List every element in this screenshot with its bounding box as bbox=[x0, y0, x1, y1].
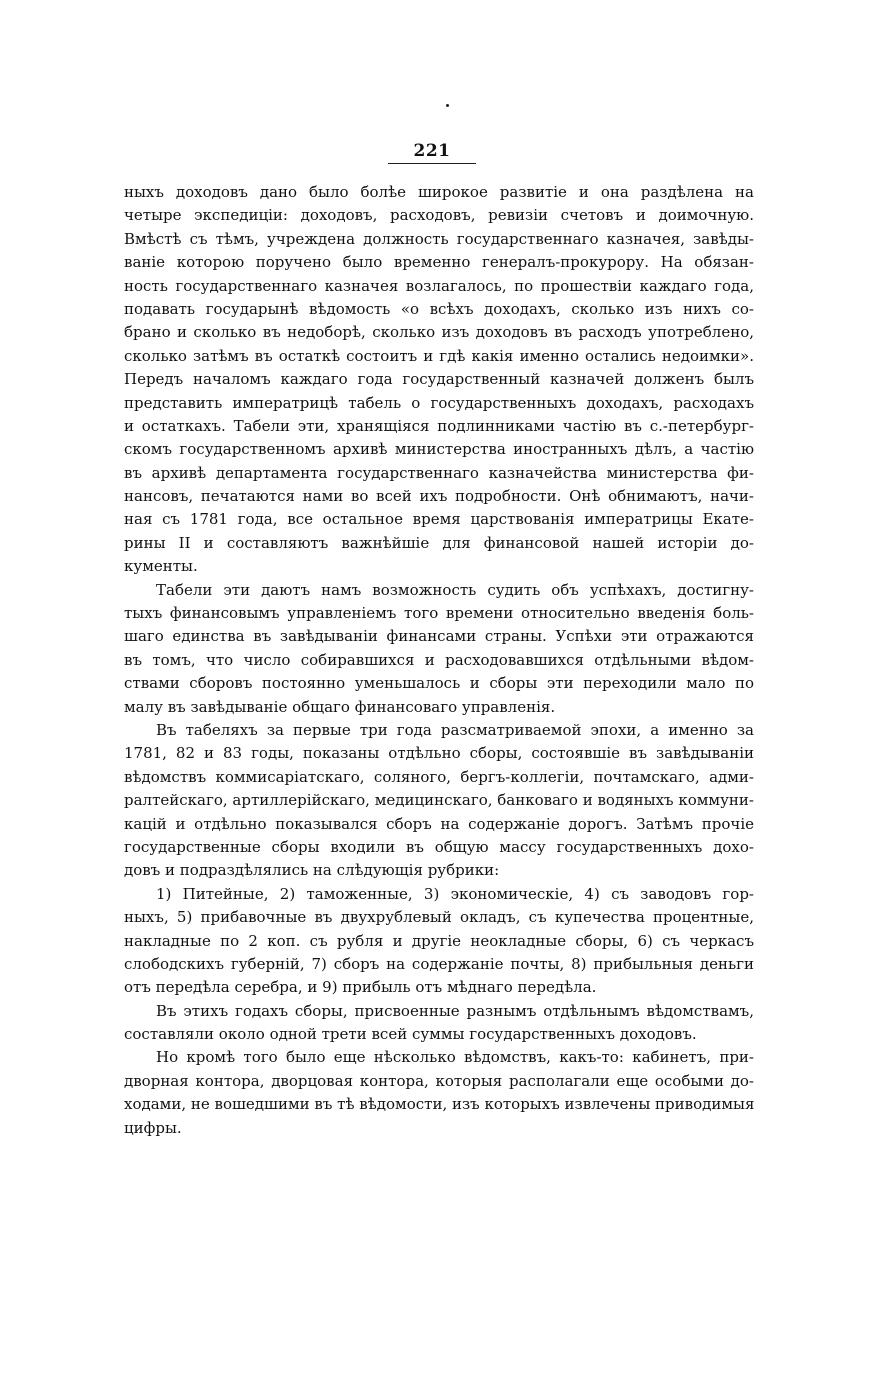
text-line: въ томъ, что число собиравшихся и расходовавшихся отдѣльными вѣдом- bbox=[124, 650, 754, 669]
text-line: составляли около одной трети всей суммы государственныхъ доходовъ. bbox=[124, 1025, 697, 1044]
text-line: 1) Питейные, 2) таможенные, 3) экономическіе, 4) съ заводовъ гор- bbox=[156, 884, 754, 903]
text-line: въ архивѣ департамента государственнаго казначейства министерства фи- bbox=[124, 463, 754, 482]
body-text bbox=[124, 181, 754, 1140]
text-line: четыре экспедиціи: доходовъ, расходовъ, ревизіи счетовъ и доимочную. bbox=[124, 206, 754, 225]
text-line: 1781, 82 и 83 годы, показаны отдѣльно сборы, состоявшіе въ завѣдываніи bbox=[124, 744, 754, 763]
paragraph bbox=[124, 181, 754, 579]
text-line: ралтейскаго, артиллерійскаго, медицинскаго, банковаго и водяныхъ коммуни- bbox=[124, 791, 754, 810]
paragraph bbox=[124, 1046, 754, 1140]
text-line: слободскихъ губерній, 7) сборъ на содержаніе почты, 8) прибыльныя деньги bbox=[124, 954, 754, 973]
text-line: ныхъ доходовъ дано было болѣе широкое развитіе и она раздѣлена на bbox=[124, 183, 754, 201]
text-line: малу въ завѣдываніе общаго финансоваго управленія. bbox=[124, 697, 556, 716]
text-line: и остаткахъ. Табели эти, хранящіяся подлинниками частію въ с.-петербург- bbox=[124, 416, 754, 435]
text-line: кацій и отдѣльно показывался сборъ на содержаніе дорогъ. Затѣмъ прочіе bbox=[124, 814, 754, 833]
text-line: нансовъ, печатаются нами во всей ихъ подробности. Онѣ обнимаютъ, начи- bbox=[124, 487, 754, 506]
text-line: рины II и составляютъ важнѣйшіе для финансовой нашей исторіи до- bbox=[124, 533, 754, 552]
text-line: Табели эти даютъ намъ возможность судить объ успѣхахъ, достигну- bbox=[156, 580, 754, 599]
text-line: ность государственнаго казначея возлагалось, по прошествіи каждаго года, bbox=[124, 276, 754, 295]
paragraph bbox=[124, 579, 754, 719]
paragraph bbox=[124, 1000, 754, 1047]
text-line: вѣдомствъ коммисаріатскаго, соляного, бергъ-коллегіи, почтамскаго, адми- bbox=[124, 767, 754, 786]
text-line: ваніе которою поручено было временно генералъ-прокурору. На обязан- bbox=[124, 253, 754, 272]
text-line: цифры. bbox=[124, 1118, 182, 1137]
text-line: тыхъ финансовымъ управленіемъ того времени относительно введенія боль- bbox=[124, 604, 754, 623]
ink-speck bbox=[446, 104, 449, 107]
paragraph bbox=[124, 719, 754, 883]
text-line: Передъ началомъ каждаго года государственный казначей долженъ былъ bbox=[124, 370, 754, 389]
text-line: ходами, не вошедшими въ тѣ вѣдомости, изъ которыхъ извлечены приводимыя bbox=[124, 1095, 755, 1114]
text-line: Вмѣстѣ съ тѣмъ, учреждена должность государственнаго казначея, завѣды- bbox=[124, 229, 754, 248]
text-line: кументы. bbox=[124, 557, 198, 576]
text-line: государственные сборы входили въ общую массу государственныхъ дохо- bbox=[124, 837, 754, 856]
text-line: Въ табеляхъ за первые три года разсматриваемой эпохи, а именно за bbox=[156, 720, 754, 739]
text-line: Въ этихъ годахъ сборы, присвоенные разнымъ отдѣльнымъ вѣдомствамъ, bbox=[156, 1001, 754, 1020]
text-line: Но кромѣ того было еще нѣсколько вѣдомствъ, какъ-то: кабинетъ, при- bbox=[156, 1048, 754, 1067]
text-line: отъ передѣла серебра, и 9) прибыль отъ мѣднаго передѣла. bbox=[124, 978, 597, 997]
text-line: ныхъ, 5) прибавочные въ двухрублевый окладъ, съ купечества процентные, bbox=[124, 908, 754, 927]
text-line: ствами сборовъ постоянно уменьшалось и сборы эти переходили мало по bbox=[124, 674, 754, 693]
page-number-rule bbox=[388, 163, 476, 164]
text-line: подавать государынѣ вѣдомость «о всѣхъ доходахъ, сколько изъ нихъ со- bbox=[124, 299, 754, 318]
text-line: накладные по 2 коп. съ рубля и другіе неокладные сборы, 6) съ черкасъ bbox=[124, 931, 754, 950]
text-line: сколько затѣмъ въ остаткѣ состоитъ и гдѣ какія именно остались недоимки». bbox=[124, 346, 754, 365]
text-line: шаго единства въ завѣдываніи финансами страны. Успѣхи эти отражаются bbox=[124, 627, 754, 646]
text-line: представить императрицѣ табель о государственныхъ доходахъ, расходахъ bbox=[124, 393, 754, 412]
text-line: ная съ 1781 года, все остальное время царствованія императрицы Екате- bbox=[124, 510, 754, 529]
text-line: дворная контора, дворцовая контора, которыя располагали еще особыми до- bbox=[124, 1071, 754, 1090]
page-number: 221 bbox=[413, 141, 451, 161]
text-line: довъ и подраздѣлялись на слѣдующія рубрики: bbox=[124, 861, 500, 880]
text-line: скомъ государственномъ архивѣ министерства иностранныхъ дѣлъ, а частію bbox=[124, 440, 754, 459]
text-line: брано и сколько въ недоборѣ, сколько изъ доходовъ въ расходъ употреблено, bbox=[124, 323, 754, 342]
paragraph bbox=[124, 883, 754, 1000]
